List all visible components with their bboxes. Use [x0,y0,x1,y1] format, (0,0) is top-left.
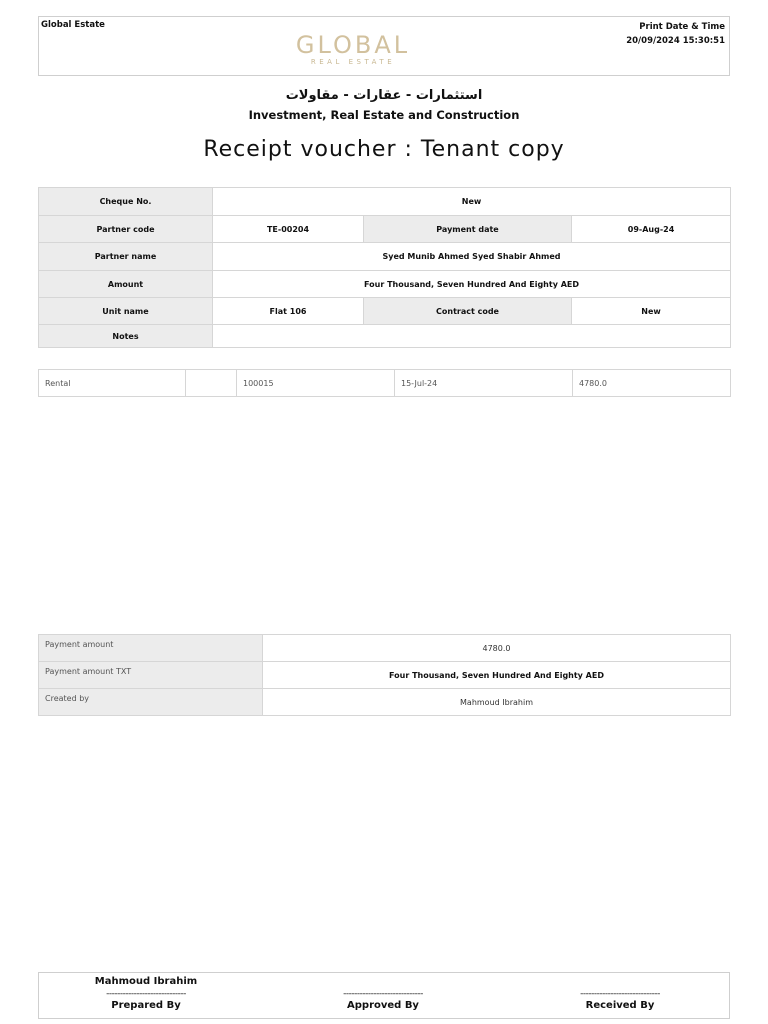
partner-code-label: Partner code [39,216,213,243]
table-row [39,188,731,216]
voucher-info-table [38,187,731,348]
received-by-line: ----------------------------- [580,990,660,998]
payment-txt-label: Payment amount TXT [39,662,263,689]
prepared-by-block [46,973,246,1014]
payment-date-value: 09-Aug-24 [572,216,731,243]
payment-amount-label: Payment amount [39,635,263,662]
partner-name-value: Syed Munib Ahmed Syed Shabir Ahmed [213,243,731,271]
partner-name-label: Partner name [39,243,213,271]
line-amount: 4780.0 [573,370,731,397]
cheque-label: Cheque No. [39,188,213,216]
payment-date-label: Payment date [364,216,572,243]
voucher-title: Receipt voucher : Tenant copy [203,137,565,162]
received-by-name [520,973,720,990]
table-row [39,298,731,325]
company-logo [273,33,433,67]
table-row [39,243,731,271]
notes-label: Notes [39,325,213,348]
prepared-by-line: ----------------------------- [106,990,186,998]
line-reference: 100015 [237,370,395,397]
document-header [38,16,730,76]
table-row [39,216,731,243]
approved-by-block [283,973,483,1014]
amount-label: Amount [39,271,213,298]
notes-value [213,325,731,348]
unit-name-value: Flat 106 [213,298,364,325]
approved-by-name [283,973,483,990]
partner-code-value: TE-00204 [213,216,364,243]
signature-box [38,972,730,1019]
line-blank [186,370,237,397]
payment-summary-table [38,634,731,716]
created-by-label: Created by [39,689,263,716]
print-info [626,20,725,48]
print-datetime: 20/09/2024 15:30:51 [626,36,725,46]
unit-name-label: Unit name [39,298,213,325]
english-subtitle: Investment, Real Estate and Construction [248,108,520,122]
table-row [39,689,731,716]
prepared-by-label: Prepared By [111,1000,181,1011]
received-by-label: Received By [585,1000,655,1011]
company-name: Global Estate [41,20,105,30]
approved-by-line: ----------------------------- [343,990,423,998]
arabic-title: استثمارات - عقارات - مقاولات [285,88,483,103]
table-row [39,370,731,397]
logo-wordmark: GLOBAL [295,31,411,59]
table-row [39,325,731,348]
table-row [39,662,731,689]
logo-tagline: REAL ESTATE [310,58,396,66]
contract-code-value: New [572,298,731,325]
contract-code-label: Contract code [364,298,572,325]
amount-value: Four Thousand, Seven Hundred And Eighty AED [213,271,731,298]
table-row [39,271,731,298]
table-row [39,635,731,662]
payment-amount-value: 4780.0 [263,635,731,662]
line-items-table [38,369,731,397]
received-by-block [520,973,720,1014]
payment-txt-value: Four Thousand, Seven Hundred And Eighty AED [263,662,731,689]
approved-by-label: Approved By [347,1000,419,1011]
prepared-by-name: Mahmoud Ibrahim [94,976,198,987]
created-by-value: Mahmoud Ibrahim [263,689,731,716]
print-label: Print Date & Time [639,22,725,32]
cheque-value: New [213,188,731,216]
line-type: Rental [39,370,186,397]
line-date: 15-Jul-24 [395,370,573,397]
